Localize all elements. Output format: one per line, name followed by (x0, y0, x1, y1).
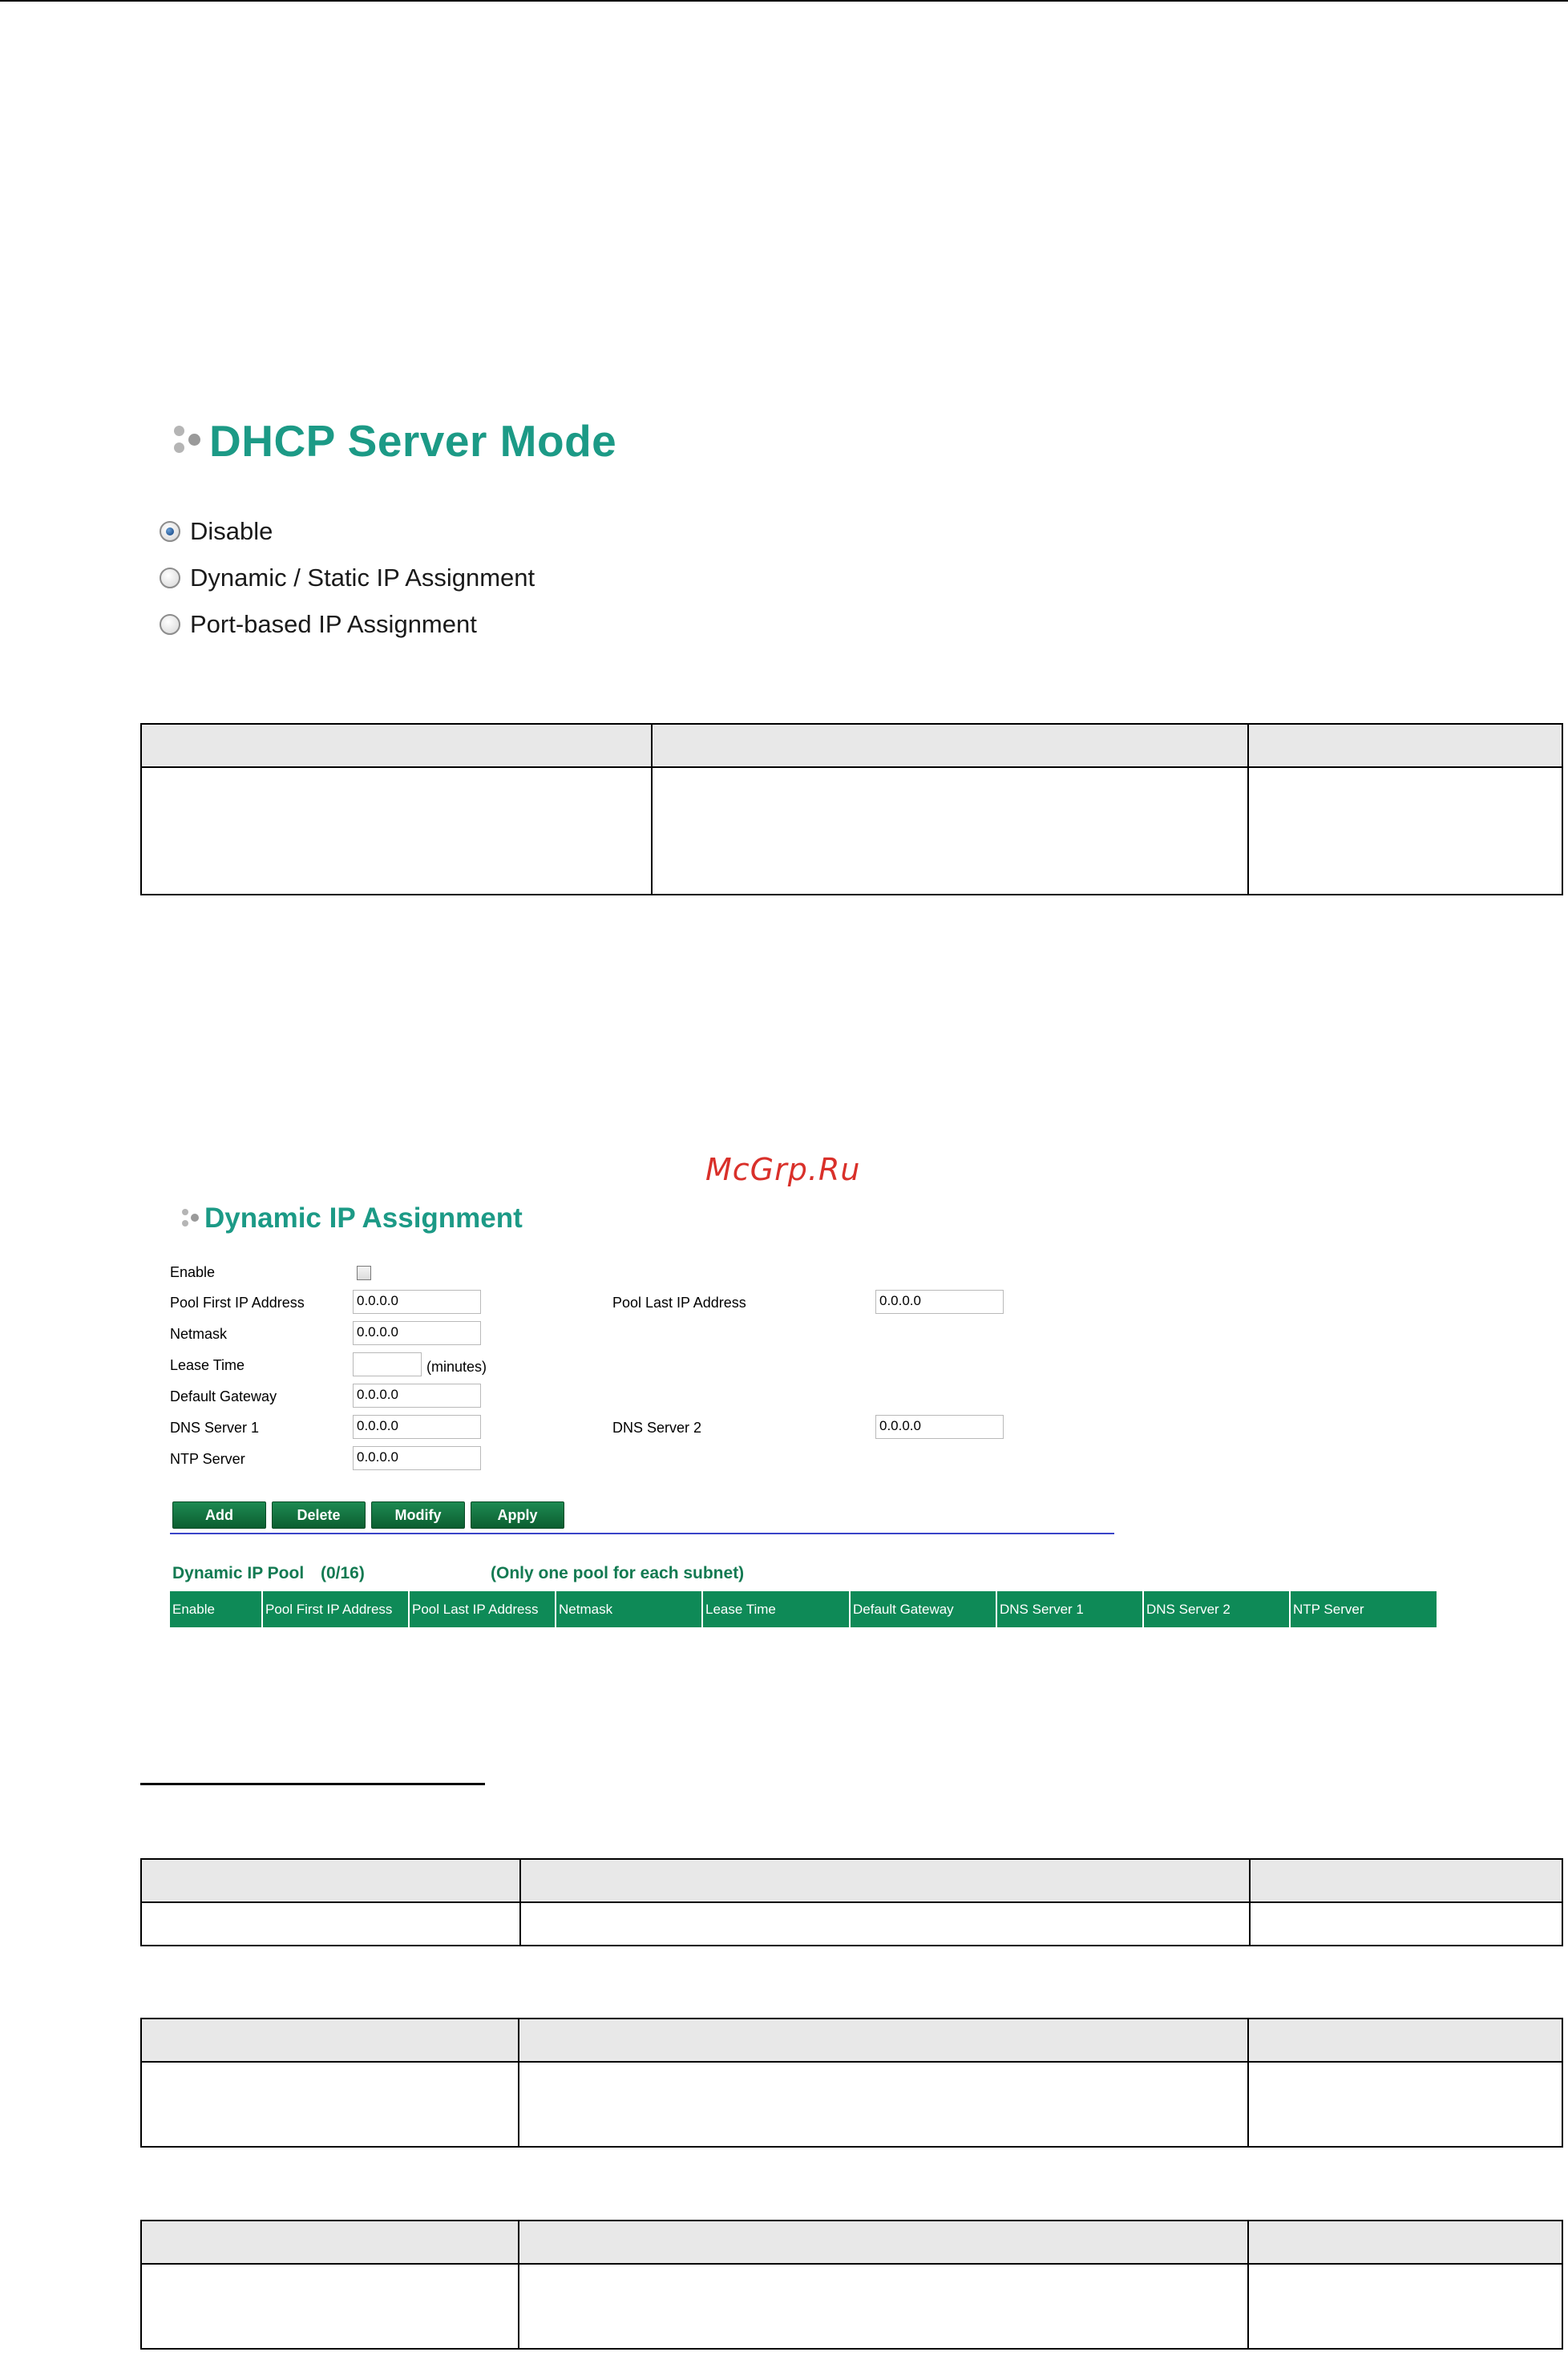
dynamic-ip-pool-note: (Only one pool for each subnet) (491, 1564, 745, 1582)
netmask-input[interactable]: 0.0.0.0 (353, 1321, 481, 1345)
pool-last-ip-input[interactable]: 0.0.0.0 (875, 1290, 1004, 1314)
table-row (141, 2264, 1562, 2349)
bullet-dots-icon (180, 1206, 201, 1231)
pool-col-enable: Enable (170, 1591, 263, 1627)
dns-server-2-input[interactable]: 0.0.0.0 (875, 1415, 1004, 1439)
page-top-rule (0, 0, 1568, 2)
delete-button[interactable]: Delete (272, 1501, 366, 1529)
pool-col-last-ip: Pool Last IP Address (410, 1591, 556, 1627)
apply-button[interactable]: Apply (471, 1501, 564, 1529)
lease-time-label: Lease Time (170, 1357, 245, 1373)
radio-selected-icon[interactable] (160, 521, 180, 542)
pool-col-lease-time: Lease Time (703, 1591, 851, 1627)
pool-col-netmask: Netmask (556, 1591, 703, 1627)
doc-table-pool-first-ip (140, 2018, 1563, 2148)
dynamic-ip-pool-count: (0/16) (321, 1564, 365, 1582)
pool-col-dns-1: DNS Server 1 (997, 1591, 1144, 1627)
default-gateway-label: Default Gateway (170, 1388, 277, 1404)
radio-label-dynamic-static: Dynamic / Static IP Assignment (190, 564, 535, 592)
ntp-server-input[interactable]: 0.0.0.0 (353, 1446, 481, 1470)
doc-table-enable (140, 1858, 1563, 1946)
radio-label-disable: Disable (190, 517, 273, 545)
dynamic-ip-title: Dynamic IP Assignment (204, 1202, 523, 1234)
table-header-row (141, 2019, 1562, 2062)
modify-button[interactable]: Modify (371, 1501, 465, 1529)
dynamic-ip-pool-title: Dynamic IP Pool (172, 1564, 305, 1582)
pool-first-ip-input[interactable]: 0.0.0.0 (353, 1290, 481, 1314)
lease-time-input[interactable] (353, 1352, 422, 1376)
add-button[interactable]: Add (172, 1501, 266, 1529)
ntp-server-label: NTP Server (170, 1451, 245, 1467)
section-divider (170, 1533, 1114, 1534)
dns-server-1-input[interactable]: 0.0.0.0 (353, 1415, 481, 1439)
dns-server-2-label: DNS Server 2 (612, 1420, 702, 1436)
pool-col-first-ip: Pool First IP Address (263, 1591, 410, 1627)
table-row (141, 767, 1562, 895)
radio-unselected-icon[interactable] (160, 568, 180, 588)
pool-col-default-gateway: Default Gateway (851, 1591, 997, 1627)
table-header-row (141, 1859, 1562, 1902)
pool-first-ip-label: Pool First IP Address (170, 1295, 305, 1311)
radio-option-port-based[interactable] (160, 610, 477, 639)
enable-label: Enable (170, 1264, 216, 1280)
radio-option-dynamic-static[interactable] (160, 564, 535, 592)
bullet-dots-icon (172, 421, 204, 461)
table-header-row (141, 2221, 1562, 2264)
section-heading-underline (140, 1783, 485, 1785)
pool-last-ip-label: Pool Last IP Address (612, 1295, 746, 1311)
radio-label-port-based: Port-based IP Assignment (190, 610, 477, 638)
table-row (141, 1902, 1562, 1946)
doc-table-pool-last-ip (140, 2220, 1563, 2350)
pool-col-dns-2: DNS Server 2 (1144, 1591, 1291, 1627)
table-header-row (141, 724, 1562, 767)
pool-col-ntp-server: NTP Server (1291, 1591, 1437, 1627)
table-row (141, 2062, 1562, 2147)
enable-checkbox[interactable] (357, 1266, 371, 1280)
watermark-text: McGrp.Ru (705, 1152, 861, 1187)
doc-table-server-mode (140, 723, 1563, 895)
radio-option-disable[interactable] (160, 517, 273, 546)
dns-server-1-label: DNS Server 1 (170, 1420, 260, 1436)
netmask-label: Netmask (170, 1326, 228, 1342)
dhcp-server-mode-title: DHCP Server Mode (209, 416, 617, 466)
default-gateway-input[interactable]: 0.0.0.0 (353, 1384, 481, 1408)
pool-table-header (170, 1591, 1437, 1627)
dhcp-server-mode-heading (172, 415, 616, 467)
dynamic-ip-heading (180, 1202, 523, 1235)
lease-time-unit: (minutes) (426, 1359, 487, 1375)
radio-unselected-icon[interactable] (160, 614, 180, 635)
